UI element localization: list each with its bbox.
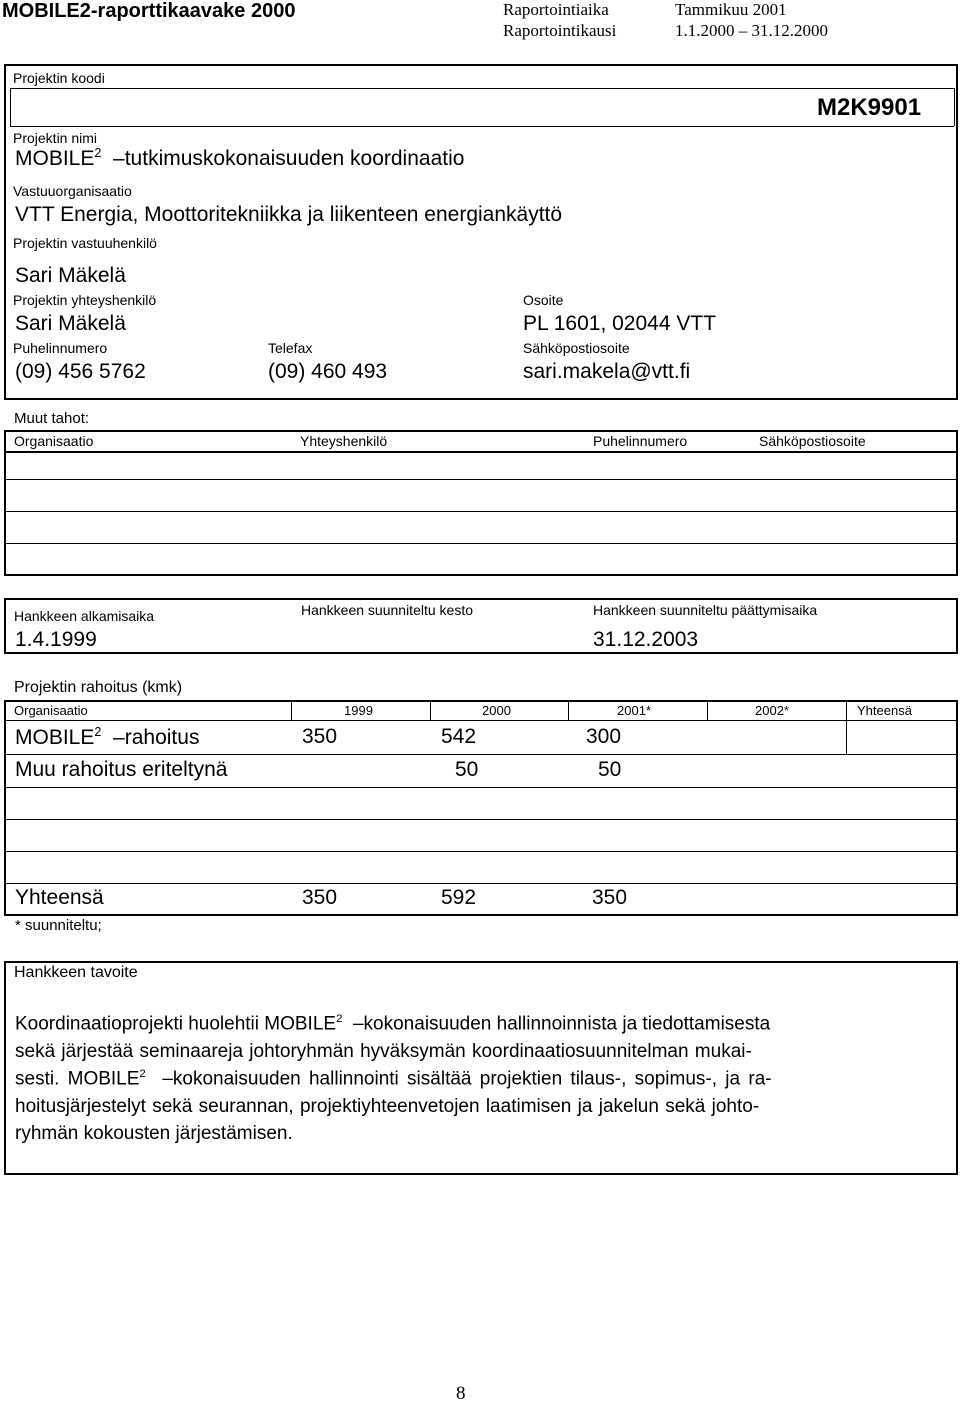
phone-label: Puhelinnumero <box>13 340 108 356</box>
fax-label: Telefax <box>268 340 313 356</box>
goal-title: Hankkeen tavoite <box>14 964 138 981</box>
goal-line1-b: –kokonaisuuden hallinnoinnista ja tiedottamisesta <box>347 1013 771 1035</box>
report-period-value: Tammikuu 2001 <box>675 0 787 19</box>
end-label: Hankkeen suunniteltu päättymisaika <box>593 602 818 618</box>
address-label: Osoite <box>523 292 564 308</box>
divider <box>6 754 956 755</box>
funding-col-total: Yhteensä <box>857 703 912 718</box>
start-value: 1.4.1999 <box>15 628 97 651</box>
goal-text-line-1 <box>15 1013 770 1035</box>
contact-value: Sari Mäkelä <box>15 312 126 335</box>
funding-row-mobile-sup: 2 <box>94 725 102 739</box>
divider <box>6 511 956 512</box>
funding-col-organisation: Organisaatio <box>14 703 88 718</box>
project-info-box <box>4 64 958 400</box>
goal-text-line-5: ryhmän kokousten järjestämisen. <box>15 1123 293 1144</box>
start-label: Hankkeen alkamisaika <box>14 608 155 624</box>
funding-note: * suunniteltu; <box>15 917 102 934</box>
divider <box>6 819 956 820</box>
end-value: 31.12.2003 <box>593 628 699 651</box>
goal-line3-a: sesti. MOBILE <box>15 1068 140 1090</box>
funding-col-2000: 2000 <box>482 703 511 718</box>
funding-row-mobile-2001: 300 <box>586 725 622 748</box>
email-label: Sähköpostiosoite <box>523 340 630 356</box>
divider <box>6 851 956 852</box>
funding-row-other-2001: 50 <box>598 758 622 781</box>
page-number: 8 <box>456 1383 466 1404</box>
project-name-prefix: MOBILE <box>15 147 95 170</box>
others-col-phone: Puhelinnumero <box>593 433 688 449</box>
funding-total-label: Yhteensä <box>15 886 104 909</box>
divider <box>6 543 956 544</box>
funding-row-other-2000: 50 <box>455 758 479 781</box>
duration-label: Hankkeen suunniteltu kesto <box>301 602 473 618</box>
divider <box>6 787 956 788</box>
divider <box>707 702 708 720</box>
funding-total-2001: 350 <box>592 886 628 909</box>
project-name-value <box>15 146 464 171</box>
others-col-organisation: Organisaatio <box>14 433 94 449</box>
divider <box>291 702 292 720</box>
divider <box>6 479 956 480</box>
funding-total-1999: 350 <box>302 886 338 909</box>
goal-line1-a: Koordinaatioprojekti huolehtii MOBILE <box>15 1013 337 1035</box>
report-title: MOBILE2-raporttikaavake 2000 <box>2 0 296 22</box>
phone-value: (09) 456 5762 <box>15 360 146 383</box>
divider <box>430 702 431 720</box>
email-value: sari.makela@vtt.fi <box>523 360 691 383</box>
funding-col-2002: 2002* <box>755 703 789 718</box>
org-label: Vastuuorganisaatio <box>13 183 132 199</box>
report-range-label: Raportointikausi <box>503 21 617 40</box>
others-col-email: Sähköpostiosoite <box>759 433 866 449</box>
others-col-contact: Yhteyshenkilö <box>300 433 388 449</box>
goal-text-line-3 <box>15 1068 772 1090</box>
org-value: VTT Energia, Moottoritekniikka ja liikenteen energiankäyttö <box>15 203 563 226</box>
responsible-label: Projektin vastuuhenkilö <box>13 235 157 251</box>
funding-row-mobile-1999: 350 <box>302 725 338 748</box>
address-value: PL 1601, 02044 VTT <box>523 312 717 335</box>
divider <box>6 720 956 721</box>
funding-col-2001: 2001* <box>617 703 651 718</box>
project-code-value: M2K9901 <box>817 94 922 121</box>
fax-value: (09) 460 493 <box>268 360 388 383</box>
report-period-label: Raportointiaika <box>503 0 609 19</box>
divider <box>10 88 11 126</box>
funding-row-other-label: Muu rahoitus eriteltynä <box>15 758 228 781</box>
goal-line3-sup: 2 <box>139 1068 146 1080</box>
divider <box>10 126 954 127</box>
responsible-value: Sari Mäkelä <box>15 264 126 287</box>
funding-row-mobile-label <box>15 725 199 750</box>
divider <box>6 451 956 453</box>
divider <box>954 88 955 126</box>
project-name-sup: 2 <box>94 146 102 160</box>
project-name-label: Projektin nimi <box>13 130 98 146</box>
divider <box>10 88 954 89</box>
goal-text-line-4: hoitusjärjestelyt sekä seurannan, projektiyhteenvetojen laatimisen ja jakelun sekä johto- <box>15 1096 760 1117</box>
goal-line1-sup: 2 <box>336 1013 343 1025</box>
funding-row-mobile-2000: 542 <box>441 725 477 748</box>
funding-row-mobile-rest: –rahoitus <box>107 726 200 749</box>
project-name-rest: –tutkimuskokonaisuuden koordinaatio <box>113 147 465 170</box>
divider <box>846 702 847 754</box>
report-range-value: 1.1.2000 – 31.12.2000 <box>675 21 828 40</box>
funding-col-1999: 1999 <box>344 703 373 718</box>
project-code-label: Projektin koodi <box>13 70 105 86</box>
funding-total-2000: 592 <box>441 886 477 909</box>
goal-line3-b: –kokonaisuuden hallinnointi sisältää projektien tilaus-, sopimus-, ja ra- <box>154 1068 772 1090</box>
divider <box>6 883 956 884</box>
divider <box>568 702 569 720</box>
goal-text-line-2: sekä järjestää seminaareja johtoryhmän hyväksymän koordinaatiosuunnitelman mukai- <box>15 1041 752 1062</box>
others-title: Muut tahot: <box>14 410 90 427</box>
contact-label: Projektin yhteyshenkilö <box>13 292 157 308</box>
funding-row-mobile-prefix: MOBILE <box>15 726 95 749</box>
funding-title: Projektin rahoitus (kmk) <box>14 679 183 696</box>
